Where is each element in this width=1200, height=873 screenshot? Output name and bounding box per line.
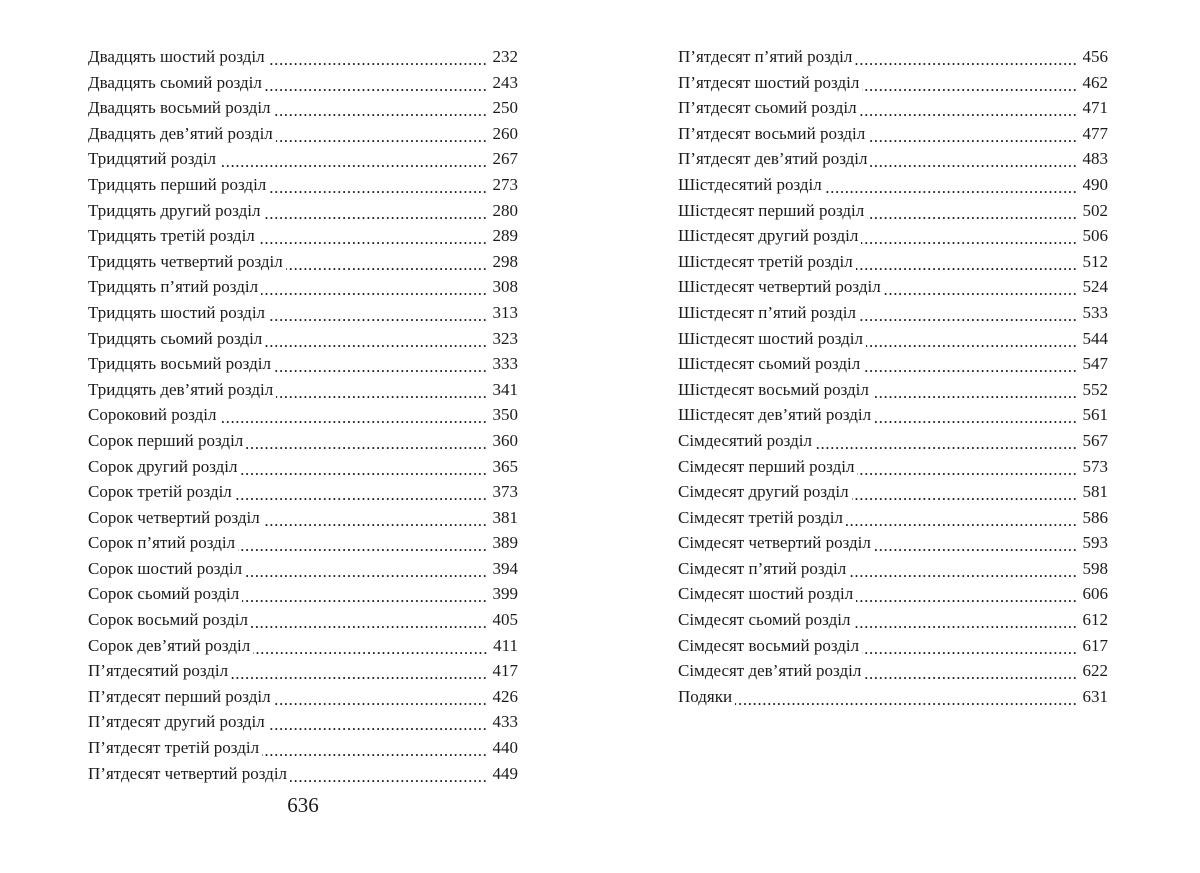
- toc-entry-title: Шістдесят другий розділ: [678, 226, 859, 246]
- toc-entry-page-number: 506: [1082, 226, 1108, 246]
- toc-entry: [678, 661, 1108, 687]
- toc-entry-page-number: 333: [492, 354, 518, 374]
- toc-entry: [88, 124, 518, 150]
- toc-entry-title: Двадцять шостий розділ: [88, 47, 265, 66]
- toc-entry-title: Сімдесят четвертий розділ: [678, 533, 871, 553]
- toc-entry-page-number: 512: [1082, 251, 1108, 271]
- toc-entry-page-number: 267: [492, 149, 518, 169]
- toc-entry-page-number: 502: [1082, 200, 1108, 220]
- dot-leader: [849, 559, 1077, 585]
- toc-entry-title: Тридцять другий розділ: [88, 200, 261, 220]
- toc-entry: [678, 124, 1108, 150]
- toc-entry-page-number: 456: [1082, 47, 1108, 66]
- toc-entry-page-number: 426: [492, 686, 518, 706]
- dot-leader: [862, 73, 1077, 99]
- toc-entry: [678, 175, 1108, 201]
- toc-entry-title: П’ятдесятий розділ: [88, 661, 229, 681]
- toc-entry-page-number: 449: [492, 763, 518, 783]
- toc-entry-page-number: 533: [1082, 302, 1108, 322]
- dot-leader: [855, 47, 1077, 73]
- dot-leader: [219, 149, 487, 175]
- toc-entry-page-number: 581: [1082, 482, 1108, 502]
- toc-entry-page-number: 381: [492, 507, 518, 527]
- toc-entry: [678, 380, 1108, 406]
- dot-leader: [235, 482, 488, 508]
- dot-leader: [856, 252, 1078, 278]
- dot-leader: [238, 533, 487, 559]
- dot-leader: [867, 201, 1077, 227]
- dot-leader: [265, 73, 488, 99]
- dot-leader: [219, 405, 487, 431]
- toc-entry-page-number: 360: [492, 430, 518, 450]
- toc-entry-title: П’ятдесят сьомий розділ: [678, 98, 857, 118]
- dot-leader: [251, 610, 488, 636]
- toc-entry: [88, 661, 518, 687]
- toc-entry-title: П’ятдесят п’ятий розділ: [678, 47, 853, 66]
- toc-entry: [88, 431, 518, 457]
- toc-entry-page-number: 243: [492, 72, 518, 92]
- toc-entry-title: Сімдесят третій розділ: [678, 507, 843, 527]
- toc-entry: [678, 636, 1108, 662]
- dot-leader: [862, 636, 1077, 662]
- toc-entry-page-number: 417: [492, 661, 518, 681]
- dot-leader: [853, 610, 1077, 636]
- dot-leader: [242, 584, 487, 610]
- toc-entry-page-number: 411: [493, 635, 518, 655]
- toc-entry-page-number: 477: [1082, 123, 1108, 143]
- toc-entry: [678, 559, 1108, 585]
- toc-entry-title: Шістдесят третій розділ: [678, 251, 853, 271]
- toc-entry: [88, 687, 518, 713]
- toc-entry: [678, 149, 1108, 175]
- dot-leader: [860, 98, 1078, 124]
- dot-leader: [864, 661, 1077, 687]
- toc-entry: [88, 47, 518, 73]
- toc-entry-page-number: 365: [492, 456, 518, 476]
- toc-entry-title: Тридцять дев’ятий розділ: [88, 379, 274, 399]
- toc-entry-page-number: 524: [1082, 277, 1108, 297]
- toc-entry-page-number: 273: [492, 174, 518, 194]
- toc-entry: [88, 277, 518, 303]
- toc-entry: [88, 457, 518, 483]
- toc-entry-page-number: 389: [492, 533, 518, 553]
- toc-entry: [678, 226, 1108, 252]
- toc-entry-title: Сімдесят дев’ятий розділ: [678, 661, 862, 681]
- toc-entry-title: Тридцять шостий розділ: [88, 302, 266, 322]
- toc-entry: [88, 226, 518, 252]
- toc-entry-page-number: 308: [492, 277, 518, 297]
- toc-entry-page-number: 250: [492, 98, 518, 118]
- toc-entry: [88, 303, 518, 329]
- toc-entry-title: Тридцять п’ятий розділ: [88, 277, 259, 297]
- toc-entry-page-number: 433: [492, 712, 518, 732]
- dot-leader: [874, 405, 1077, 431]
- dot-leader: [863, 354, 1077, 380]
- dot-leader: [274, 354, 488, 380]
- toc-entry-page-number: 606: [1082, 584, 1108, 604]
- dot-leader: [274, 98, 488, 124]
- dot-leader: [735, 687, 1077, 713]
- toc-entry: [88, 201, 518, 227]
- toc-entry-title: Сімдесят восьмий розділ: [678, 635, 860, 655]
- toc-entry: [88, 98, 518, 124]
- toc-entry: [678, 354, 1108, 380]
- toc-entry: [88, 712, 518, 738]
- dot-leader: [265, 329, 487, 355]
- toc-entry-title: П’ятдесят другий розділ: [88, 712, 265, 732]
- toc-entry-title: П’ятдесят четвертий розділ: [88, 763, 288, 783]
- dot-leader: [245, 559, 487, 585]
- toc-entry: [88, 329, 518, 355]
- toc-entry: [88, 610, 518, 636]
- toc-entry-title: Тридцять перший розділ: [88, 174, 267, 194]
- toc-entry-title: Сороковий розділ: [88, 405, 217, 425]
- dot-leader: [846, 508, 1078, 534]
- dot-leader: [274, 687, 488, 713]
- toc-entry-title: Сімдесят другий розділ: [678, 482, 849, 502]
- toc-entry: [88, 405, 518, 431]
- toc-entry-title: Шістдесят шостий розділ: [678, 328, 863, 348]
- toc-entry-title: Сімдесятий розділ: [678, 430, 812, 450]
- toc-entry-page-number: 289: [492, 226, 518, 246]
- toc-entry: [678, 482, 1108, 508]
- dot-leader: [263, 201, 487, 227]
- toc-entry-title: Тридцять четвертий розділ: [88, 251, 283, 271]
- toc-entry-page-number: 544: [1082, 328, 1108, 348]
- toc-entry-title: Сорок дев’ятий розділ: [88, 635, 251, 655]
- dot-leader: [240, 457, 487, 483]
- toc-entry-page-number: 561: [1082, 405, 1108, 425]
- toc-entry-page-number: 394: [492, 558, 518, 578]
- toc-entry-page-number: 260: [492, 123, 518, 143]
- toc-entry-title: Шістдесят сьомий розділ: [678, 354, 861, 374]
- dot-leader: [231, 661, 487, 687]
- toc-entry-page-number: 405: [492, 610, 518, 630]
- toc-entry-page-number: 313: [492, 302, 518, 322]
- toc-entry-title: Сорок другий розділ: [88, 456, 238, 476]
- toc-entry: [88, 482, 518, 508]
- toc-entry: [88, 149, 518, 175]
- toc-entry-page-number: 471: [1082, 98, 1108, 118]
- dot-leader: [866, 329, 1078, 355]
- toc-entry-title: Шістдесят четвертий розділ: [678, 277, 881, 297]
- toc-entry-page-number: 399: [492, 584, 518, 604]
- dot-leader: [258, 226, 488, 252]
- toc-entry-title: Сорок восьмий розділ: [88, 610, 248, 630]
- toc-entry-title: Двадцять дев’ятий розділ: [88, 123, 273, 143]
- toc-entry-title: Двадцять сьомий розділ: [88, 72, 262, 92]
- toc-entry: [678, 610, 1108, 636]
- toc-entry-title: Подяки: [678, 686, 733, 706]
- dot-leader: [268, 47, 488, 73]
- toc-entry: [88, 559, 518, 585]
- dot-leader: [884, 277, 1078, 303]
- toc-entry: [88, 380, 518, 406]
- toc-entry-title: Шістдесятий розділ: [678, 174, 822, 194]
- toc-entry: [678, 584, 1108, 610]
- toc-entry-page-number: 373: [492, 482, 518, 502]
- toc-entry: [678, 47, 1108, 73]
- toc-entry-page-number: 490: [1082, 174, 1108, 194]
- toc-entry: [88, 175, 518, 201]
- toc-entry-title: П’ятдесят шостий розділ: [678, 72, 860, 92]
- dot-leader: [263, 508, 488, 534]
- toc-entry: [88, 764, 518, 790]
- toc-entry-page-number: 298: [492, 251, 518, 271]
- toc-entry-page-number: 440: [492, 738, 518, 758]
- toc-entry-page-number: 586: [1082, 507, 1108, 527]
- toc-entry: [88, 73, 518, 99]
- toc-entry-page-number: 598: [1082, 558, 1108, 578]
- toc-entry: [88, 533, 518, 559]
- dot-leader: [246, 431, 487, 457]
- toc-entry: [678, 252, 1108, 278]
- toc-entry-page-number: 462: [1082, 72, 1108, 92]
- dot-leader: [262, 738, 487, 764]
- dot-leader: [268, 303, 487, 329]
- toc-entry-title: Тридцять сьомий розділ: [88, 328, 263, 348]
- toc-entry-title: Шістдесят перший розділ: [678, 200, 865, 220]
- toc-entry: [88, 508, 518, 534]
- toc-entry: [88, 584, 518, 610]
- dot-leader: [268, 712, 488, 738]
- dot-leader: [872, 380, 1078, 406]
- toc-entry-title: Сімдесят п’ятий розділ: [678, 558, 847, 578]
- toc-entry: [678, 508, 1108, 534]
- dot-leader: [874, 533, 1078, 559]
- dot-leader: [815, 431, 1078, 457]
- toc-entry-title: Шістдесят п’ятий розділ: [678, 302, 857, 322]
- dot-leader: [269, 175, 487, 201]
- toc-entry-title: П’ятдесят перший розділ: [88, 686, 271, 706]
- toc-entry-page-number: 567: [1082, 430, 1108, 450]
- toc-entry-title: П’ятдесят третій розділ: [88, 738, 260, 758]
- toc-entry-title: Сорок третій розділ: [88, 482, 232, 502]
- dot-leader: [852, 482, 1078, 508]
- toc-entry-title: Шістдесят дев’ятий розділ: [678, 405, 872, 425]
- toc-entry-title: Сорок сьомий розділ: [88, 584, 240, 604]
- dot-leader: [861, 226, 1077, 252]
- dot-leader: [253, 636, 488, 662]
- toc-entry: [678, 405, 1108, 431]
- toc-entry: [88, 252, 518, 278]
- toc-entry: [678, 533, 1108, 559]
- toc-entry-title: П’ятдесят восьмий розділ: [678, 123, 866, 143]
- toc-entry-page-number: 612: [1082, 610, 1108, 630]
- toc-entry-page-number: 622: [1082, 661, 1108, 681]
- dot-leader: [290, 764, 487, 790]
- toc-entry-page-number: 593: [1082, 533, 1108, 553]
- dot-leader: [870, 149, 1077, 175]
- toc-entry-page-number: 483: [1082, 149, 1108, 169]
- toc-entry-title: Двадцять восьмий розділ: [88, 98, 271, 118]
- toc-entry-title: Сімдесят перший розділ: [678, 456, 855, 476]
- toc-entry-page-number: 547: [1082, 354, 1108, 374]
- toc-entry-title: П’ятдесят дев’ятий розділ: [678, 149, 868, 169]
- toc-entry: [88, 636, 518, 662]
- dot-leader: [276, 380, 487, 406]
- toc-entry: [678, 303, 1108, 329]
- dot-leader: [856, 584, 1077, 610]
- dot-leader: [276, 124, 488, 150]
- toc-entry-title: Тридцятий розділ: [88, 149, 217, 169]
- toc-entry: [678, 98, 1108, 124]
- toc-entry: [678, 687, 1108, 713]
- toc-entry-title: Тридцять восьмий розділ: [88, 354, 271, 374]
- toc-entry-page-number: 617: [1082, 635, 1108, 655]
- toc-entry: [678, 329, 1108, 355]
- toc-entry-title: Сімдесят сьомий розділ: [678, 610, 851, 630]
- page-number-folio: 636: [287, 793, 319, 817]
- dot-leader: [857, 457, 1077, 483]
- toc-entry: [88, 354, 518, 380]
- toc-entry: [678, 457, 1108, 483]
- toc-entry: [678, 201, 1108, 227]
- toc-entry: [678, 277, 1108, 303]
- toc-entry-page-number: 280: [492, 200, 518, 220]
- toc-entry-title: Сорок п’ятий розділ: [88, 533, 236, 553]
- toc-entry-page-number: 573: [1082, 456, 1108, 476]
- toc-entry: [88, 738, 518, 764]
- toc-entry-title: Сімдесят шостий розділ: [678, 584, 854, 604]
- toc-entry-page-number: 552: [1082, 379, 1108, 399]
- dot-leader: [286, 252, 488, 278]
- dot-leader: [825, 175, 1078, 201]
- toc-entry-title: Сорок перший розділ: [88, 430, 244, 450]
- toc-entry-page-number: 323: [492, 328, 518, 348]
- toc-entry-title: Сорок четвертий розділ: [88, 507, 260, 527]
- toc-entry-title: Сорок шостий розділ: [88, 558, 243, 578]
- toc-entry-page-number: 341: [492, 379, 518, 399]
- toc-entry-page-number: 350: [492, 405, 518, 425]
- toc-entry-title: Тридцять третій розділ: [88, 226, 255, 246]
- toc-column-right: [678, 47, 1108, 712]
- toc-entry-page-number: 232: [492, 47, 518, 66]
- toc-entry-page-number: 631: [1082, 686, 1108, 706]
- dot-leader: [859, 303, 1077, 329]
- dot-leader: [868, 124, 1077, 150]
- toc-entry-title: Шістдесят восьмий розділ: [678, 379, 869, 399]
- dot-leader: [261, 277, 487, 303]
- toc-column-left: [88, 47, 518, 789]
- toc-entry: [678, 73, 1108, 99]
- toc-entry: [678, 431, 1108, 457]
